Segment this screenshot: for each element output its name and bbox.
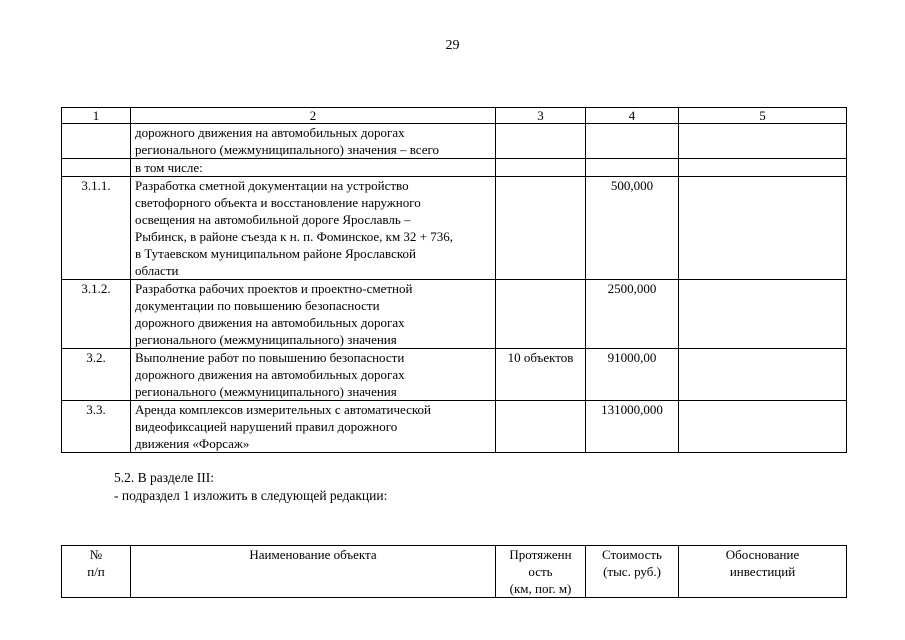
- row-note: [679, 124, 847, 159]
- header-line: Протяженн: [509, 547, 572, 562]
- description-line: Разработка рабочих проектов и проектно-сметной: [135, 281, 413, 296]
- table-header-row: [62, 546, 847, 598]
- table-row: [62, 124, 847, 159]
- description-line: движения «Форсаж»: [135, 436, 250, 451]
- table-row: [62, 401, 847, 453]
- row-quantity: 10 объектов: [496, 349, 586, 401]
- investment-table: [61, 107, 847, 453]
- section-heading: 5.2. В разделе III:: [114, 470, 215, 485]
- row-description: [131, 124, 496, 159]
- header-line: ость: [528, 564, 553, 579]
- table-header-row: [62, 108, 847, 124]
- description-line: области: [135, 263, 179, 278]
- row-description: [131, 401, 496, 453]
- table-row: [62, 280, 847, 349]
- description-line: в том числе:: [135, 160, 203, 175]
- row-description: [131, 349, 496, 401]
- header-line: инвестиций: [729, 564, 796, 579]
- row-quantity: [496, 280, 586, 349]
- table-row: [62, 159, 847, 177]
- row-note: [679, 401, 847, 453]
- description-line: регионального (межмуниципального) значения: [135, 332, 397, 347]
- header-col-4: 4: [586, 108, 679, 124]
- row-note: [679, 349, 847, 401]
- row-quantity: [496, 124, 586, 159]
- row-number: [62, 124, 131, 159]
- description-line: Рыбинск, в районе съезда к н. п. Фоминское, км 32 + 736,: [135, 229, 453, 244]
- row-quantity: [496, 159, 586, 177]
- description-line: Разработка сметной документации на устройство: [135, 178, 409, 193]
- table-row: [62, 349, 847, 401]
- header-col-2: 2: [131, 108, 496, 124]
- row-number: 3.3.: [62, 401, 131, 453]
- col-cost-header: [586, 546, 679, 598]
- header-line: (тыс. руб.): [603, 564, 661, 579]
- header-line: п/п: [87, 564, 105, 579]
- header-line: Наименование объекта: [249, 547, 377, 562]
- row-quantity: [496, 401, 586, 453]
- row-number: 3.1.1.: [62, 177, 131, 280]
- col-number-header: [62, 546, 131, 598]
- row-number: [62, 159, 131, 177]
- objects-table-header: [61, 545, 847, 598]
- row-description: [131, 280, 496, 349]
- header-line: Обоснование: [725, 547, 800, 562]
- row-note: [679, 280, 847, 349]
- description-line: регионального (межмуниципального) значения – всего: [135, 142, 440, 157]
- row-number: 3.2.: [62, 349, 131, 401]
- description-line: Выполнение работ по повышению безопасности: [135, 350, 405, 365]
- row-cost: 500,000: [586, 177, 679, 280]
- row-note: [679, 177, 847, 280]
- header-col-5: 5: [679, 108, 847, 124]
- description-line: дорожного движения на автомобильных дорогах: [135, 315, 405, 330]
- header-col-1: 1: [62, 108, 131, 124]
- row-number: 3.1.2.: [62, 280, 131, 349]
- header-line: №: [89, 547, 103, 562]
- row-description: [131, 159, 496, 177]
- description-line: светофорного объекта и восстановление наружного: [135, 195, 421, 210]
- description-line: дорожного движения на автомобильных дорогах: [135, 367, 405, 382]
- page-number: 29: [445, 38, 460, 53]
- description-line: дорожного движения на автомобильных дорогах: [135, 125, 405, 140]
- col-length-header: [496, 546, 586, 598]
- col-justification-header: [679, 546, 847, 598]
- row-description: [131, 177, 496, 280]
- row-quantity: [496, 177, 586, 280]
- header-line: Стоимость: [602, 547, 662, 562]
- description-line: регионального (межмуниципального) значения: [135, 384, 397, 399]
- row-cost: 2500,000: [586, 280, 679, 349]
- table-body: [62, 124, 847, 453]
- header-col-3: 3: [496, 108, 586, 124]
- row-cost: [586, 159, 679, 177]
- section-instruction: - подраздел 1 изложить в следующей редакции:: [114, 488, 388, 503]
- row-note: [679, 159, 847, 177]
- description-line: освещения на автомобильной дороге Ярославль –: [135, 212, 411, 227]
- description-line: документации по повышению безопасности: [135, 298, 380, 313]
- row-cost: [586, 124, 679, 159]
- header-line: (км, пог. м): [509, 581, 572, 596]
- description-line: видеофиксацией нарушений правил дорожного: [135, 419, 398, 434]
- description-line: Аренда комплексов измерительных с автоматической: [135, 402, 432, 417]
- row-cost: 131000,000: [586, 401, 679, 453]
- row-cost: 91000,00: [586, 349, 679, 401]
- table-row: [62, 177, 847, 280]
- description-line: в Тутаевском муниципальном районе Ярославской: [135, 246, 416, 261]
- col-name-header: [131, 546, 496, 598]
